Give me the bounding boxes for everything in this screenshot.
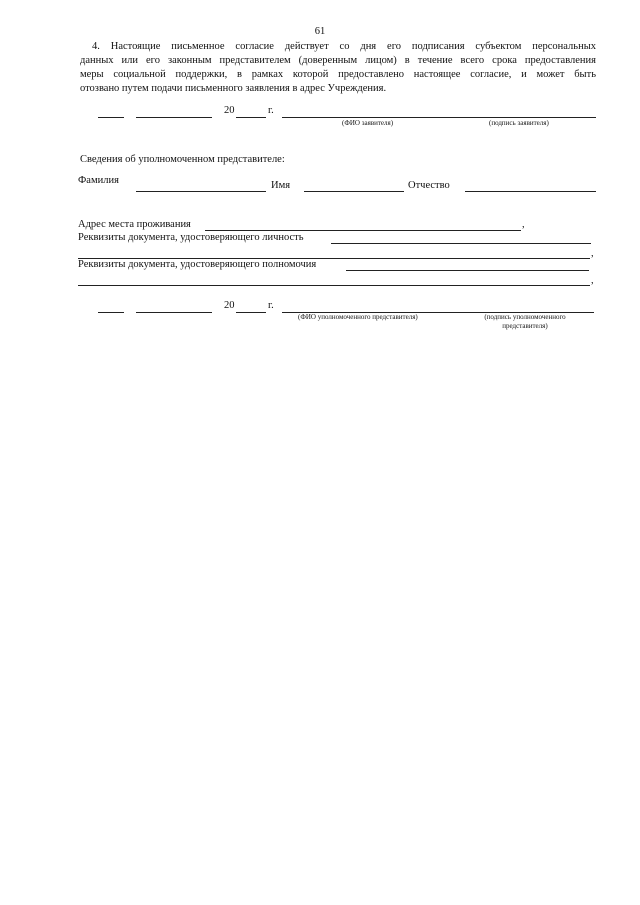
clause-line: 4. Настоящие письменное согласие действует со дня его подписания субъектом персональных: [92, 41, 596, 52]
representative-heading: Сведения об уполномоченном представителе:: [80, 154, 285, 165]
identity-doc-comma: ,: [591, 248, 594, 259]
authority-doc-field-continued[interactable]: [78, 285, 590, 286]
rep-year-prefix: 20: [224, 300, 235, 311]
surname-label: Фамилия: [78, 175, 119, 186]
surname-field[interactable]: [136, 191, 266, 192]
month-field[interactable]: [136, 117, 212, 118]
year-suffix: г.: [268, 105, 274, 116]
authority-doc-label: Реквизиты документа, удостоверяющего полномочия: [78, 259, 317, 270]
address-label: Адрес места проживания: [78, 219, 191, 230]
authority-doc-comma: ,: [591, 275, 594, 286]
rep-sign-caption-line2: представителя): [502, 322, 548, 330]
rep-day-field[interactable]: [98, 312, 124, 313]
rep-sign-caption-line1: (подпись уполномоченного: [484, 313, 566, 321]
rep-fio-caption: (ФИО уполномоченного представителя): [298, 313, 418, 321]
clause-line: отозвано путем подачи письменного заявления в адрес Учреждения.: [80, 83, 387, 94]
applicant-fio-caption: (ФИО заявителя): [342, 119, 394, 127]
authority-doc-field[interactable]: [346, 270, 589, 271]
patronymic-label: Отчество: [408, 180, 450, 191]
rep-year-field[interactable]: [236, 312, 266, 313]
clause-line: меры социальной поддержки, в рамках которой предоставлено настоящее согласие, и может быть: [80, 69, 596, 80]
year-prefix: 20: [224, 105, 235, 116]
page-number: 61: [314, 26, 326, 37]
clause-line: данных или его законным представителем (доверенным лицом) в течение всего срока предоставления: [80, 55, 596, 66]
day-field[interactable]: [98, 117, 124, 118]
identity-doc-field[interactable]: [331, 243, 591, 244]
patronymic-field[interactable]: [465, 191, 596, 192]
consent-clause: [80, 40, 596, 96]
applicant-sign-caption: (подпись заявителя): [489, 119, 549, 127]
address-comma: ,: [522, 219, 525, 230]
name-label: Имя: [271, 180, 291, 191]
rep-year-suffix: г.: [268, 300, 274, 311]
name-field[interactable]: [304, 191, 404, 192]
applicant-fio-sign-field[interactable]: [282, 117, 596, 118]
rep-month-field[interactable]: [136, 312, 212, 313]
identity-doc-label: Реквизиты документа, удостоверяющего личность: [78, 232, 304, 243]
year-field[interactable]: [236, 117, 266, 118]
